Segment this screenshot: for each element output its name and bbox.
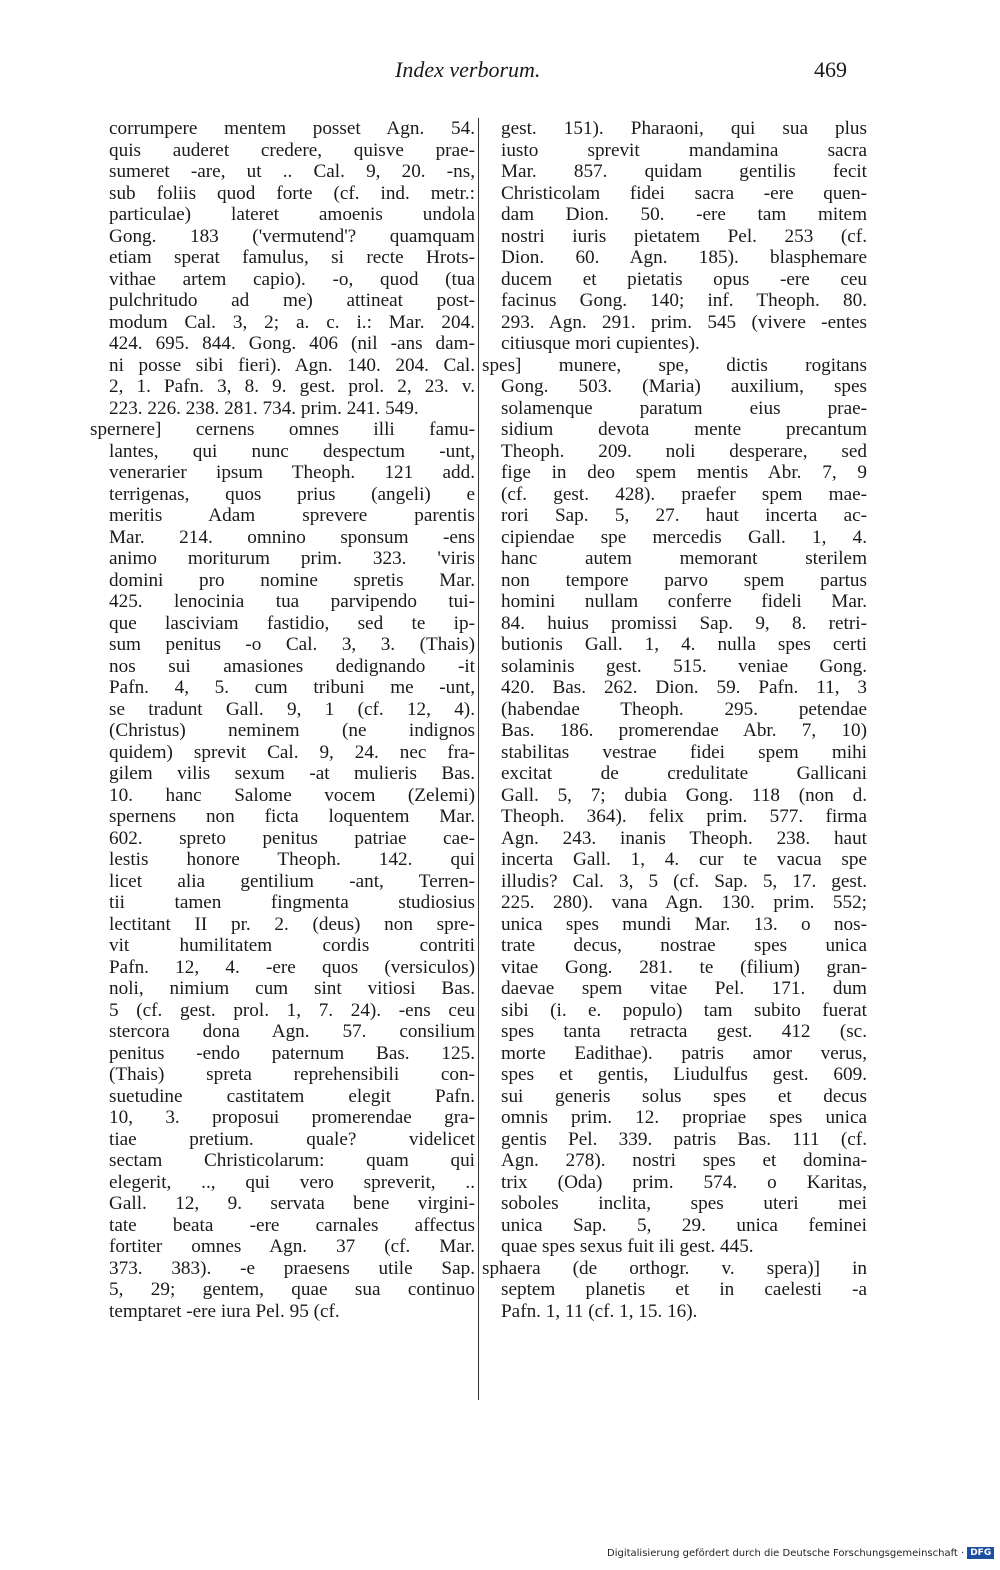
entry-line: Gall. 5, 7; dubia Gong. 118 (non d. bbox=[501, 784, 867, 806]
entry-line: penitus -endo paternum Bas. 125. bbox=[109, 1042, 475, 1064]
entry-line: dam Dion. 50. -ere tam mitem bbox=[501, 204, 867, 225]
footer-credit bbox=[607, 1547, 994, 1559]
entry-line: sui generis solus spes et decus bbox=[501, 1085, 867, 1107]
entry-line: Pafn. 1, 11 (cf. 1, 15. 16). bbox=[501, 1300, 698, 1322]
entry-line: Mar. 857. quidam gentilis fecit bbox=[501, 161, 867, 182]
entry-line: sub foliis quod forte (cf. ind. metr.: bbox=[109, 182, 475, 204]
entry-line: 225. 280). vana Agn. 130. prim. 552; bbox=[501, 892, 867, 913]
entry-line: spernens non ficta loquentem Mar. bbox=[109, 806, 475, 827]
entry-line: tate beata -ere carnales affectus bbox=[109, 1214, 475, 1236]
entry-line: lectitant II pr. 2. (deus) non spre- bbox=[109, 913, 475, 935]
entry-line: incerta Gall. 1, 4. cur te vacua spe bbox=[501, 849, 867, 870]
entry-line: noli, nimium cum sint vitiosi Bas. bbox=[109, 978, 475, 999]
entry-line: venerarier ipsum Theoph. 121 add. bbox=[109, 462, 475, 483]
entry-line: omnis prim. 12. propriae spes unica bbox=[501, 1107, 867, 1128]
entry-line: illudis? Cal. 3, 5 (cf. Sap. 5, 17. gest. bbox=[501, 870, 867, 892]
entry-line: 2, 1. Pafn. 3, 8. 9. gest. prol. 2, 23. v. bbox=[109, 376, 475, 397]
entry-line: Agn. 243. inanis Theoph. 238. haut bbox=[501, 827, 867, 849]
entry-line: ducem et pietatis opus -ere ceu bbox=[501, 268, 867, 290]
entry-line: gentis Pel. 339. patris Bas. 111 (cf. bbox=[501, 1128, 867, 1150]
entry-line: se tradunt Gall. 9, 1 (cf. 12, 4). bbox=[109, 698, 475, 720]
entry-line: 373. 383). -e praesens utile Sap. bbox=[109, 1257, 475, 1279]
entry-line: Mar. 214. omnino sponsum -ens bbox=[109, 526, 475, 548]
entry-line: domini pro nomine spretis Mar. bbox=[109, 569, 475, 591]
entry-line: lestis honore Theoph. 142. qui bbox=[109, 849, 475, 870]
entry-line: Theoph. 209. noli desperare, sed bbox=[501, 440, 867, 462]
entry-line: 223. 226. 238. 281. 734. prim. 241. 549. bbox=[109, 397, 419, 419]
entry-line: 5 (cf. gest. prol. 1, 7. 24). -ens ceu bbox=[109, 999, 475, 1021]
entry-line: unica Sap. 5, 29. unica feminei bbox=[501, 1214, 867, 1236]
entry-line: spes et gentis, Liudulfus gest. 609. bbox=[501, 1064, 867, 1085]
entry-line: sibi (i. e. populo) tam subito fuerat bbox=[501, 999, 867, 1021]
entry-line: 10, 3. proposui promerendae gra- bbox=[109, 1107, 475, 1128]
entry-line: gilem vilis sexum -at mulieris Bas. bbox=[109, 763, 475, 784]
entry-line: Gong. 503. (Maria) auxilium, spes bbox=[501, 376, 867, 397]
entry-line: vitae Gong. 281. te (filium) gran- bbox=[501, 956, 867, 978]
entry-headword-line: spes] munere, spe, dictis rogitans bbox=[482, 354, 867, 376]
entry-line: unica spes mundi Mar. 13. o nos- bbox=[501, 913, 867, 935]
entry-line: Gall. 12, 9. servata bene virgini- bbox=[109, 1193, 475, 1214]
entry-line: stabilitas vestrae fidei spem mihi bbox=[501, 741, 867, 763]
column-divider bbox=[478, 118, 479, 1400]
entry-line: meritis Adam sprevere parentis bbox=[109, 505, 475, 526]
entry-line: suetudine castitatem elegit Pafn. bbox=[109, 1085, 475, 1107]
entry-line: sidium devota mente precantum bbox=[501, 419, 867, 440]
entry-line: vit humilitatem cordis contriti bbox=[109, 935, 475, 956]
entry-line: (cf. gest. 428). praefer spem mae- bbox=[501, 483, 867, 505]
entry-line: 420. Bas. 262. Dion. 59. Pafn. 11, 3 bbox=[501, 677, 867, 698]
entry-line: etiam sperat famulus, si recte Hrots- bbox=[109, 247, 475, 268]
left-column bbox=[90, 118, 475, 1322]
entry-line: trix (Oda) prim. 574. o Karitas, bbox=[501, 1171, 867, 1193]
entry-line: tii tamen fingmenta studiosius bbox=[109, 892, 475, 913]
entry-line: spes tanta retracta gest. 412 (sc. bbox=[501, 1021, 867, 1042]
entry-line: Pafn. 12, 4. -ere quos (versiculos) bbox=[109, 956, 475, 978]
entry-line: 10. hanc Salome vocem (Zelemi) bbox=[109, 784, 475, 806]
entry-line: 425. lenocinia tua parvipendo tui- bbox=[109, 591, 475, 612]
entry-line: hanc autem memorant sterilem bbox=[501, 548, 867, 569]
entry-line: butionis Gall. 1, 4. nulla spes certi bbox=[501, 634, 867, 655]
right-column bbox=[482, 118, 867, 1322]
entry-line: vithae artem capio). -o, quod (tua bbox=[109, 268, 475, 290]
entry-line: nos sui amasiones dedignando -it bbox=[109, 655, 475, 677]
entry-line: trate decus, nostrae spes unica bbox=[501, 935, 867, 956]
entry-line: sumeret -are, ut .. Cal. 9, 20. -ns, bbox=[109, 161, 475, 182]
entry-line: (Christus) neminem (ne indignos bbox=[109, 720, 475, 741]
entry-line: pulchritudo ad me) attineat post- bbox=[109, 290, 475, 311]
entry-line: licet alia gentilium -ant, Terren- bbox=[109, 870, 475, 892]
entry-line: Pafn. 4, 5. cum tribuni me -unt, bbox=[109, 677, 475, 698]
entry-line: 424. 695. 844. Gong. 406 (nil -ans dam- bbox=[109, 333, 475, 354]
entry-line: quae spes sexus fuit ili gest. 445. bbox=[501, 1236, 754, 1257]
entry-line: iusto sprevit mandamina sacra bbox=[501, 139, 867, 161]
entry-line: Agn. 278). nostri spes et domina- bbox=[501, 1150, 867, 1171]
entry-line: excitat de credulitate Gallicani bbox=[501, 763, 867, 784]
entry-line: temptaret -ere iura Pel. 95 (cf. bbox=[109, 1300, 340, 1322]
entry-line: non tempore parvo spem partus bbox=[501, 569, 867, 591]
entry-line: que lasciviam fastidio, sed te ip- bbox=[109, 612, 475, 634]
entry-line: fortiter omnes Agn. 37 (cf. Mar. bbox=[109, 1236, 475, 1257]
entry-line: modum Cal. 3, 2; a. c. i.: Mar. 204. bbox=[109, 311, 475, 333]
entry-headword-line: spernere] cernens omnes illi famu- bbox=[90, 419, 475, 440]
entry-line: Theoph. 364). felix prim. 577. firma bbox=[501, 806, 867, 827]
entry-line: Bas. 186. promerendae Abr. 7, 10) bbox=[501, 720, 867, 741]
entry-line: solaminis gest. 515. veniae Gong. bbox=[501, 655, 867, 677]
entry-line: rori Sap. 5, 27. haut incerta ac- bbox=[501, 505, 867, 526]
entry-line: quidem) sprevit Cal. 9, 24. nec fra- bbox=[109, 741, 475, 763]
entry-line: (Thais) spreta reprehensibili con- bbox=[109, 1064, 475, 1085]
entry-line: solamenque paratum eius prae- bbox=[501, 397, 867, 419]
entry-line: cipiendae spe mercedis Gall. 1, 4. bbox=[501, 526, 867, 548]
entry-line: (habendae Theoph. 295. petendae bbox=[501, 698, 867, 720]
entry-line: Dion. 60. Agn. 185). blasphemare bbox=[501, 247, 867, 268]
footer-text: Digitalisierung gefördert durch die Deutsche Forschungsgemeinschaft · bbox=[607, 1548, 965, 1559]
entry-line: gest. 151). Pharaoni, qui sua plus bbox=[501, 118, 867, 139]
entry-line: terrigenas, quos prius (angeli) e bbox=[109, 483, 475, 505]
entry-line: corrumpere mentem posset Agn. 54. bbox=[109, 118, 475, 139]
entry-line: citiusque mori cupientes). bbox=[501, 333, 700, 354]
entry-line: animo moriturum prim. 323. 'viris bbox=[109, 548, 475, 569]
entry-line: sum penitus -o Cal. 3, 3. (Thais) bbox=[109, 634, 475, 655]
entry-line: 84. huius promissi Sap. 9, 8. retri- bbox=[501, 612, 867, 634]
entry-line: elegerit, .., qui vero spreverit, .. bbox=[109, 1171, 475, 1193]
entry-line: soboles inclita, spes uteri mei bbox=[501, 1193, 867, 1214]
entry-line: lantes, qui nunc despectum -unt, bbox=[109, 440, 475, 462]
entry-line: 293. Agn. 291. prim. 545 (vivere -entes bbox=[501, 311, 867, 333]
entry-line: tiae pretium. quale? videlicet bbox=[109, 1128, 475, 1150]
entry-line: facinus Gong. 140; inf. Theoph. 80. bbox=[501, 290, 867, 311]
entry-line: fige in deo spem mentis Abr. 7, 9 bbox=[501, 462, 867, 483]
entry-line: quis auderet credere, quisve prae- bbox=[109, 139, 475, 161]
entry-line: 602. spreto penitus patriae cae- bbox=[109, 827, 475, 849]
entry-line: homini nullam conferre fideli Mar. bbox=[501, 591, 867, 612]
running-title: Index verborum. bbox=[395, 57, 541, 82]
entry-line: Christicolam fidei sacra -ere quen- bbox=[501, 182, 867, 204]
entry-line: 5, 29; gentem, quae sua continuo bbox=[109, 1279, 475, 1300]
running-head bbox=[0, 57, 1000, 87]
entry-headword-line: sphaera (de orthogr. v. spera)] in bbox=[482, 1257, 867, 1279]
entry-line: nostri iuris pietatem Pel. 253 (cf. bbox=[501, 225, 867, 247]
entry-line: sectam Christicolarum: quam qui bbox=[109, 1150, 475, 1171]
entry-line: morte Eadithae). patris amor verus, bbox=[501, 1042, 867, 1064]
entry-line: particulae) lateret amoenis undola bbox=[109, 204, 475, 225]
page-number: 469 bbox=[814, 57, 847, 82]
entry-line: daevae spem vitae Pel. 171. dum bbox=[501, 978, 867, 999]
entry-line: stercora dona Agn. 57. consilium bbox=[109, 1021, 475, 1042]
dfg-logo: DFG bbox=[967, 1547, 994, 1559]
entry-line: Gong. 183 ('vermutend'? quamquam bbox=[109, 225, 475, 247]
entry-line: septem planetis et in caelesti -a bbox=[501, 1279, 867, 1300]
entry-line: ni posse sibi fieri). Agn. 140. 204. Cal. bbox=[109, 354, 475, 376]
